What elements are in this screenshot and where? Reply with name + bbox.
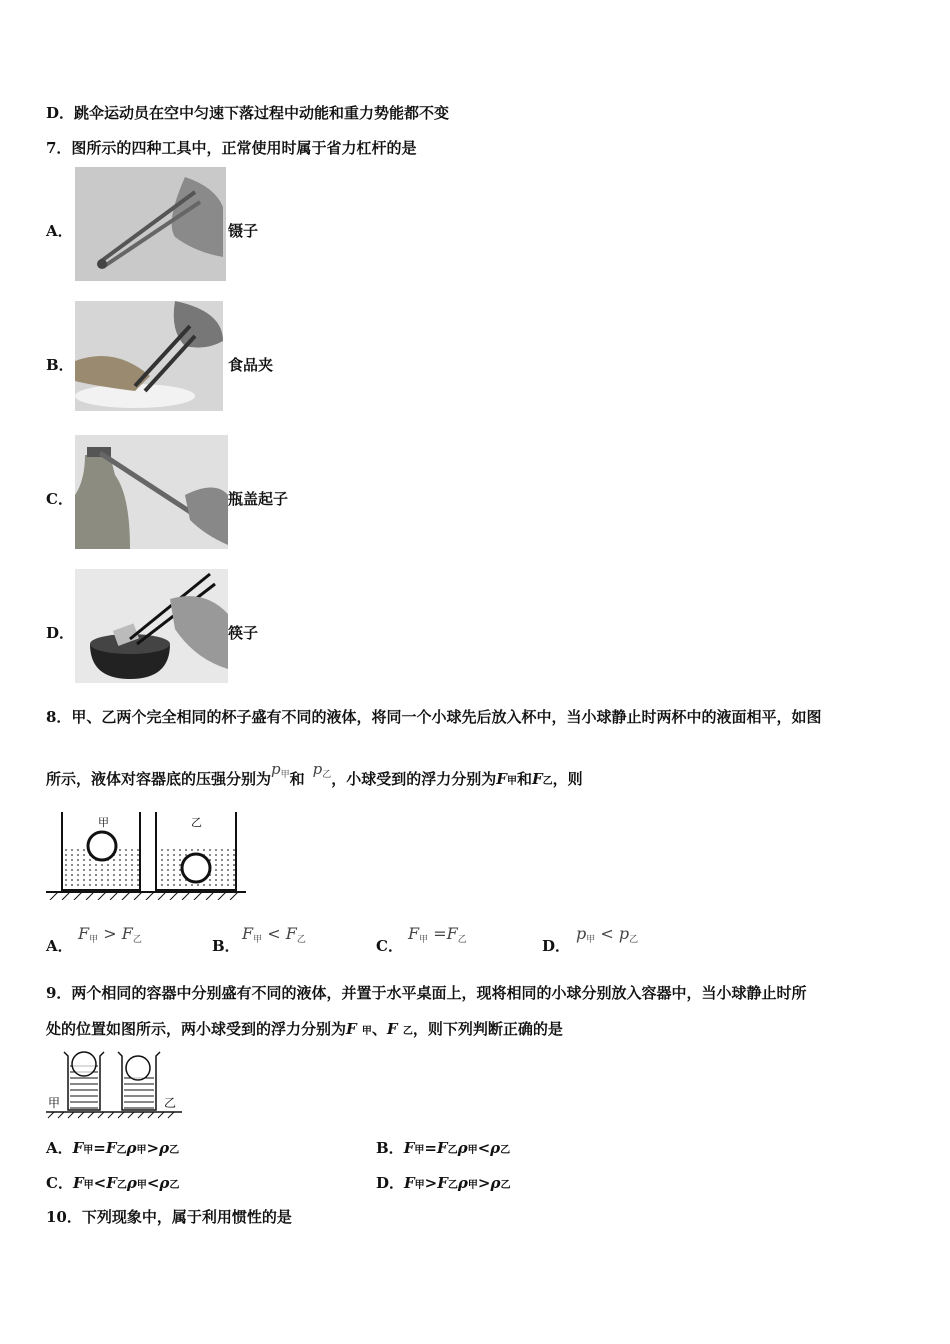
- tweezers-photo-icon: [75, 167, 226, 281]
- q8-stem-line2: 所示，液体对容器底的压强分别为$p_甲$和$p_乙$，小球受到的浮力分别为F甲和F乙，则: [46, 760, 583, 788]
- q9-option-d: D．F甲>F乙ρ甲>ρ乙: [376, 1174, 511, 1192]
- q8-stem-line1: 8．甲、乙两个完全相同的杯子盛有不同的液体，将同一个小球先后放入杯中，当小球静止时两杯中的液面相平，如图: [46, 708, 822, 726]
- q8-option-a-expr: F甲 > F乙: [78, 924, 142, 945]
- chopsticks-photo-icon: [75, 569, 228, 683]
- q8-option-d: D．: [542, 937, 571, 955]
- q9-option-c: C．F甲<F乙ρ甲<ρ乙: [46, 1174, 180, 1192]
- food-tongs-photo-icon: [75, 301, 223, 411]
- q8-figure-label-yi: 乙: [191, 816, 202, 829]
- q7-stem: 7．图所示的四种工具中，正常使用时属于省力杠杆的是: [46, 139, 417, 157]
- q8-option-c: C．: [376, 937, 403, 955]
- q8-option-b: B．: [212, 937, 240, 955]
- q7-option-b-caption: 食品夹: [228, 356, 274, 374]
- q9-stem-line2: 处的位置如图所示，两小球受到的浮力分别为F 甲、F 乙，则下列判断正确的是: [46, 1020, 563, 1038]
- prev-option-d: D．跳伞运动员在空中匀速下落过程中动能和重力势能都不变: [46, 104, 450, 122]
- q9-option-b: B．F甲=F乙ρ甲<ρ乙: [376, 1139, 511, 1157]
- q7-option-d-caption: 筷子: [228, 624, 259, 642]
- q8-option-a: A．: [46, 937, 73, 955]
- q7-option-c-caption: 瓶盖起子: [228, 490, 289, 508]
- q7-option-b-label: B．: [46, 356, 74, 374]
- q9-stem-line1: 9．两个相同的容器中分别盛有不同的液体，并置于水平桌面上，现将相同的小球分别放入容器中，当小球静止时所: [46, 984, 807, 1002]
- q8-option-d-expr: p甲 < p乙: [576, 924, 639, 945]
- q8-figure: [46, 808, 246, 900]
- bottle-opener-photo-icon: [75, 435, 228, 549]
- q10-stem: 10．下列现象中，属于利用惯性的是: [46, 1208, 292, 1226]
- q8-option-c-expr: F甲 =F乙: [408, 924, 467, 945]
- q8-option-b-expr: F甲 < F乙: [242, 924, 306, 945]
- q9-option-a: A．F甲=F乙ρ甲>ρ乙: [46, 1139, 180, 1157]
- q9-figure: [46, 1048, 186, 1120]
- q8-figure-label-jia: 甲: [98, 816, 109, 829]
- q7-option-a-label: A．: [46, 222, 73, 240]
- q9-figure-label-jia: 甲: [48, 1096, 61, 1110]
- q7-option-d-label: D．: [46, 624, 75, 642]
- q9-figure-label-yi: 乙: [164, 1096, 177, 1110]
- q7-option-c-label: C．: [46, 490, 73, 508]
- q7-option-a-caption: 镊子: [228, 222, 259, 240]
